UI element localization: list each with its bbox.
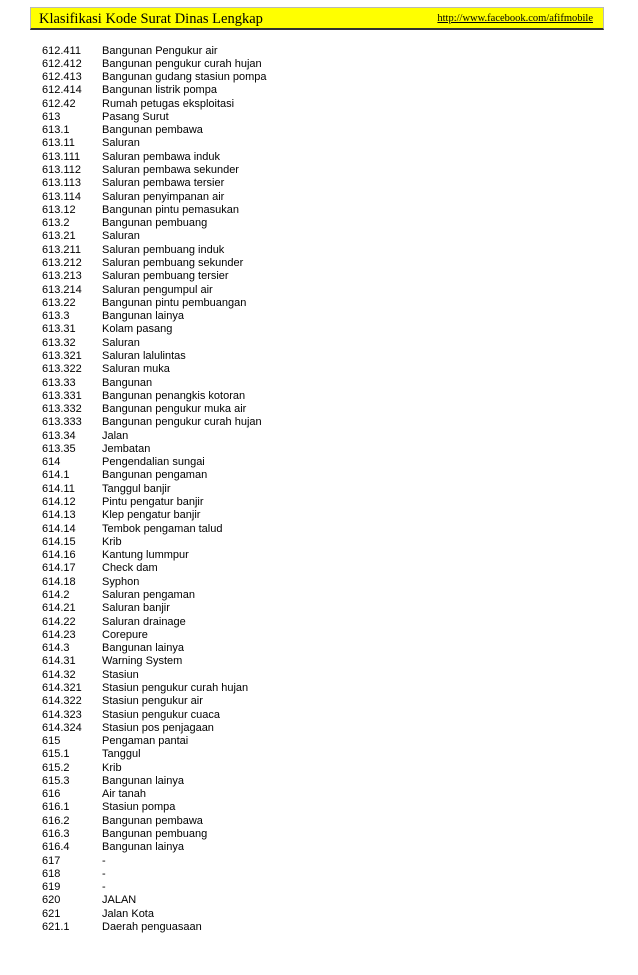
list-item: [0, 230, 638, 243]
list-item: [0, 815, 638, 828]
item-code: 614.3: [42, 642, 70, 655]
item-code: 614.17: [42, 562, 76, 575]
item-description: Syphon: [102, 575, 140, 588]
item-description: Saluran lalulintas: [102, 349, 186, 362]
list-item: [0, 45, 638, 58]
item-description: Tanggul banjir: [102, 482, 171, 495]
list-item: [0, 868, 638, 881]
item-code: 614.322: [42, 695, 82, 708]
item-code: 620: [42, 894, 61, 907]
item-description: Pintu pengatur banjir: [102, 496, 204, 509]
item-code: 613.333: [42, 416, 82, 429]
item-code: 613.331: [42, 389, 82, 402]
item-description: Saluran pembawa tersier: [102, 177, 225, 190]
item-code: 613.31: [42, 323, 76, 336]
item-description: Saluran pengaman: [102, 588, 195, 601]
item-code: 614.16: [42, 549, 76, 562]
item-description: Check dam: [102, 562, 158, 575]
list-item: [0, 337, 638, 350]
item-code: 613.321: [42, 349, 82, 362]
item-code: 613.21: [42, 230, 76, 243]
list-item: [0, 191, 638, 204]
list-item: [0, 58, 638, 71]
list-item: [0, 523, 638, 536]
item-code: 614.323: [42, 708, 82, 721]
list-item: [0, 616, 638, 629]
item-code: 614.15: [42, 535, 76, 548]
item-code: 613.22: [42, 296, 76, 309]
item-code: 612.413: [42, 71, 82, 84]
item-description: Klep pengatur banjir: [102, 509, 201, 522]
item-description: Bangunan pintu pemasukan: [102, 203, 239, 216]
item-description: Bangunan pembawa: [102, 124, 203, 137]
item-description: Saluran: [102, 336, 140, 349]
list-item: [0, 350, 638, 363]
item-description: Bangunan Pengukur air: [102, 44, 218, 57]
item-code: 614.31: [42, 655, 76, 668]
item-code: 613.3: [42, 310, 70, 323]
list-item: [0, 284, 638, 297]
list-item: [0, 456, 638, 469]
item-code: 614.14: [42, 522, 76, 535]
list-item: [0, 443, 638, 456]
item-code: 613: [42, 110, 61, 123]
item-code: 619: [42, 881, 61, 894]
list-item: [0, 908, 638, 921]
item-code: 612.412: [42, 57, 82, 70]
item-code: 612.42: [42, 97, 76, 110]
item-code: 613.212: [42, 256, 82, 269]
item-description: Pengaman pantai: [102, 735, 189, 748]
item-description: Bangunan pengukur curah hujan: [102, 416, 262, 429]
list-item: [0, 111, 638, 124]
list-item: [0, 735, 638, 748]
item-description: Bangunan pengukur muka air: [102, 403, 247, 416]
item-description: Pasang Surut: [102, 110, 169, 123]
item-code: 615.1: [42, 748, 70, 761]
list-item: [0, 137, 638, 150]
list-item: [0, 509, 638, 522]
item-description: Tanggul: [102, 748, 141, 761]
list-item: [0, 629, 638, 642]
item-description: Stasiun pengukur curah hujan: [102, 681, 249, 694]
item-description: Saluran: [102, 137, 140, 150]
item-description: Bangunan pembuang: [102, 217, 208, 230]
item-code: 614: [42, 456, 61, 469]
item-description: Bangunan penangkis kotoran: [102, 389, 246, 402]
item-code: 612.414: [42, 84, 82, 97]
item-code: 616.3: [42, 828, 70, 841]
item-description: -: [102, 854, 106, 867]
item-code: 616: [42, 788, 61, 801]
list-item: [0, 151, 638, 164]
list-item: [0, 536, 638, 549]
list-item: [0, 748, 638, 761]
item-description: Stasiun: [102, 668, 139, 681]
item-code: 615.3: [42, 774, 70, 787]
list-item: [0, 257, 638, 270]
list-item: [0, 124, 638, 137]
item-description: Krib: [102, 761, 122, 774]
item-code: 613.1: [42, 124, 70, 137]
item-description: Bangunan gudang stasiun pompa: [102, 71, 267, 84]
item-description: Stasiun pompa: [102, 801, 176, 814]
item-code: 613.114: [42, 190, 81, 203]
item-code: 612.411: [42, 44, 81, 57]
list-item: [0, 762, 638, 775]
item-code: 613.11: [42, 137, 75, 150]
item-description: Saluran: [102, 230, 140, 243]
list-item: [0, 655, 638, 668]
list-item: [0, 801, 638, 814]
item-description: Rumah petugas eksploitasi: [102, 97, 235, 110]
item-description: Bangunan lainya: [102, 841, 184, 854]
item-description: Saluran pembuang induk: [102, 243, 225, 256]
item-code: 614.2: [42, 588, 70, 601]
list-item: [0, 84, 638, 97]
item-code: 614.12: [42, 496, 76, 509]
list-item: [0, 164, 638, 177]
item-description: Jembatan: [102, 442, 151, 455]
item-code: 618: [42, 867, 61, 880]
item-description: Bangunan pengukur curah hujan: [102, 57, 262, 70]
item-description: Krib: [102, 535, 122, 548]
list-item: [0, 602, 638, 615]
item-code: 614.13: [42, 509, 76, 522]
item-code: 613.213: [42, 270, 82, 283]
list-item: [0, 377, 638, 390]
item-code: 616.1: [42, 801, 70, 814]
item-description: Tembok pengaman talud: [102, 522, 223, 535]
list-item: [0, 390, 638, 403]
list-item: [0, 642, 638, 655]
header-title: Klasifikasi Kode Surat Dinas Lengkap: [39, 11, 263, 27]
item-description: Warning System: [102, 655, 183, 668]
list-item: [0, 244, 638, 257]
item-description: Saluran penyimpanan air: [102, 190, 225, 203]
list-item: [0, 576, 638, 589]
item-description: Kolam pasang: [102, 323, 173, 336]
item-code: 614.22: [42, 615, 76, 628]
item-code: 616.2: [42, 814, 70, 827]
item-description: Stasiun pengukur cuaca: [102, 708, 221, 721]
list-item: [0, 416, 638, 429]
item-code: 613.112: [42, 164, 81, 177]
list-item: [0, 695, 638, 708]
list-item: [0, 855, 638, 868]
item-description: Saluran banjir: [102, 602, 170, 615]
item-code: 613.12: [42, 203, 76, 216]
item-description: Bangunan listrik pompa: [102, 84, 217, 97]
list-item: [0, 828, 638, 841]
item-code: 614.18: [42, 575, 76, 588]
list-item: [0, 363, 638, 376]
item-description: Bangunan lainya: [102, 642, 184, 655]
list-item: [0, 722, 638, 735]
list-item: [0, 204, 638, 217]
item-code: 614.23: [42, 628, 76, 641]
item-description: Saluran pembawa induk: [102, 150, 221, 163]
item-description: Jalan: [102, 429, 129, 442]
item-description: Pengendalian sungai: [102, 456, 205, 469]
list-item: [0, 775, 638, 788]
item-description: JALAN: [102, 894, 137, 907]
item-description: Stasiun pengukur air: [102, 695, 203, 708]
item-description: -: [102, 881, 106, 894]
item-description: Bangunan pembawa: [102, 814, 203, 827]
item-code: 613.35: [42, 442, 76, 455]
list-item: [0, 403, 638, 416]
item-description: Air tanah: [102, 788, 147, 801]
list-item: [0, 709, 638, 722]
list-item: [0, 881, 638, 894]
item-code: 613.34: [42, 429, 76, 442]
list-item: [0, 310, 638, 323]
item-code: 614.11: [42, 482, 75, 495]
list-item: [0, 270, 638, 283]
item-description: Bangunan lainya: [102, 774, 184, 787]
list-item: [0, 562, 638, 575]
item-code: 613.33: [42, 376, 76, 389]
item-code: 613.113: [42, 177, 81, 190]
list-item: [0, 788, 638, 801]
item-description: -: [102, 867, 106, 880]
item-code: 613.211: [42, 243, 81, 256]
list-item: [0, 589, 638, 602]
list-item: [0, 217, 638, 230]
list-item: [0, 483, 638, 496]
list-item: [0, 669, 638, 682]
list-item: [0, 177, 638, 190]
item-code: 616.4: [42, 841, 70, 854]
list-item: [0, 496, 638, 509]
list-item: [0, 469, 638, 482]
list-item: [0, 71, 638, 84]
item-code: 614.1: [42, 469, 70, 482]
item-code: 613.214: [42, 283, 82, 296]
item-code: 613.2: [42, 217, 70, 230]
item-code: 621: [42, 907, 61, 920]
item-code: 614.32: [42, 668, 76, 681]
item-code: 614.321: [42, 681, 82, 694]
item-code: 621.1: [42, 920, 70, 933]
item-description: Saluran muka: [102, 363, 170, 376]
list-item: [0, 323, 638, 336]
item-description: Bangunan pembuang: [102, 828, 208, 841]
item-code: 613.111: [42, 150, 81, 163]
item-description: Saluran pembuang sekunder: [102, 256, 244, 269]
list-item: [0, 297, 638, 310]
item-description: Bangunan pengaman: [102, 469, 208, 482]
item-description: Saluran pengumpul air: [102, 283, 213, 296]
item-description: Saluran drainage: [102, 615, 186, 628]
list-item: [0, 98, 638, 111]
list-item: [0, 549, 638, 562]
list-item: [0, 894, 638, 907]
item-description: Saluran pembawa sekunder: [102, 164, 239, 177]
list-item: [0, 430, 638, 443]
facebook-link[interactable]: http://www.facebook.com/afifmobile: [437, 13, 593, 24]
list-item: [0, 841, 638, 854]
list-item: [0, 921, 638, 934]
item-description: Bangunan pintu pembuangan: [102, 296, 247, 309]
item-description: Jalan Kota: [102, 907, 154, 920]
item-description: Corepure: [102, 628, 148, 641]
item-description: Bangunan: [102, 376, 153, 389]
item-code: 615.2: [42, 761, 70, 774]
item-code: 615: [42, 735, 61, 748]
item-code: 613.32: [42, 336, 76, 349]
item-description: Daerah penguasaan: [102, 920, 202, 933]
item-code: 614.324: [42, 721, 82, 734]
item-description: Kantung lummpur: [102, 549, 189, 562]
item-code: 614.21: [42, 602, 76, 615]
item-description: Stasiun pos penjagaan: [102, 721, 214, 734]
item-code: 617: [42, 854, 61, 867]
item-description: Saluran pembuang tersier: [102, 270, 229, 283]
item-description: Bangunan lainya: [102, 310, 184, 323]
list-item: [0, 682, 638, 695]
item-code: 613.332: [42, 403, 82, 416]
item-code: 613.322: [42, 363, 82, 376]
